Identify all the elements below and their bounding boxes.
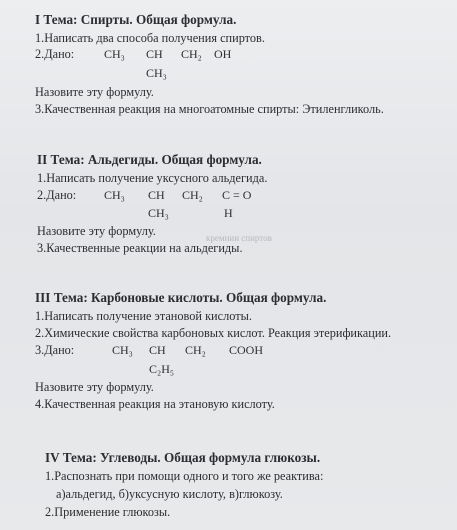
formula-2-ch: CH bbox=[148, 188, 165, 202]
section-1-given-label: 2.Дано: bbox=[35, 47, 75, 61]
section-3-given-label: 3.Дано: bbox=[35, 343, 75, 357]
formula-3-ch: CH bbox=[149, 343, 166, 357]
formula-1-oh: OH bbox=[214, 47, 232, 61]
section-1-name-prompt: Назовите эту формулу. bbox=[35, 85, 154, 99]
show-through-text: кремнии спиртов bbox=[206, 233, 272, 243]
section-2-task-1: 1.Написать получение уксусного альдегида. bbox=[37, 171, 268, 185]
formula-2-branch-h: H bbox=[224, 206, 233, 220]
section-1-title: I Тема: Спирты. Общая формула. bbox=[35, 12, 237, 27]
section-3-task-1: 1.Написать получение этановой кислоты. bbox=[35, 309, 252, 323]
formula-3-branch-c2h5: C₂H₅ bbox=[149, 362, 175, 376]
formula-3-ch3: CH₃ bbox=[112, 343, 133, 357]
section-3-task-2: 2.Химические свойства карбоновых кислот. Реакция этерификации. bbox=[35, 326, 392, 340]
formula-2-ch3: CH₃ bbox=[104, 188, 125, 202]
section-3-title: III Тема: Карбоновые кислоты. Общая формула. bbox=[35, 290, 327, 305]
section-1-task-3: 3.Качественная реакция на многоатомные спирты: Этиленгликоль. bbox=[35, 102, 384, 116]
formula-3-cooh: COOH bbox=[229, 343, 264, 357]
formula-3-ch2: CH₂ bbox=[185, 343, 206, 357]
section-4-task-2: 2.Применение глюкозы. bbox=[45, 505, 171, 519]
formula-2-ch2: CH₂ bbox=[182, 188, 203, 202]
formula-1-ch2: CH₂ bbox=[181, 47, 202, 61]
section-3-name-prompt: Назовите эту формулу. bbox=[35, 380, 154, 394]
formula-2-carbonyl: C = O bbox=[222, 188, 252, 202]
formula-1-branch-ch3: CH₃ bbox=[146, 66, 167, 80]
section-4-title: IV Тема: Углеводы. Общая формула глюкозы. bbox=[45, 450, 321, 465]
formula-1-ch3: CH₃ bbox=[104, 47, 125, 61]
section-2-task-3: 3.Качественные реакции на альдегиды. bbox=[37, 241, 243, 255]
section-3-task-4: 4.Качественная реакция на этановую кислоту. bbox=[35, 397, 275, 411]
section-1-task-1: 1.Написать два способа получения спиртов. bbox=[35, 31, 265, 45]
section-2-name-prompt: Назовите эту формулу. bbox=[37, 224, 156, 238]
section-2-given-label: 2.Дано: bbox=[37, 188, 77, 202]
section-2-title: II Тема: Альдегиды. Общая формула. bbox=[37, 152, 262, 167]
section-4-task-1-options: а)альдегид, б)уксусную кислоту, в)глюкозу. bbox=[56, 487, 283, 501]
section-4-task-1: 1.Распознать при помощи одного и того же реактива: bbox=[45, 469, 324, 483]
formula-2-branch-ch3: CH₃ bbox=[148, 206, 169, 220]
formula-1-ch: CH bbox=[146, 47, 163, 61]
